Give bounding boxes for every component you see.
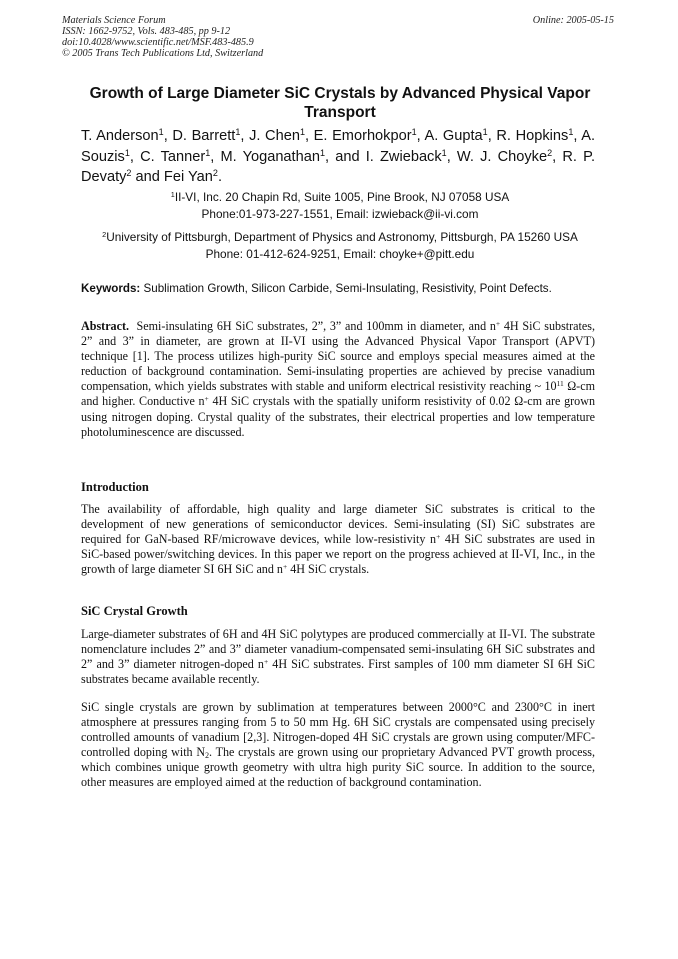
author: and Fei Yan xyxy=(135,169,213,185)
affiliation-1 xyxy=(70,189,610,223)
affiliation-contact: Phone:01-973-227-1551, Email: izwieback@ii-vi.com xyxy=(201,207,479,221)
paragraph-text: . The crystals are grown using our proprietary Advanced PVT growth process, which combines unique growth geometry with ultra high purity SiC source. In addition to the source, other measures are employed aimed at the reduction of background contamination. xyxy=(81,745,595,790)
online-date: Online: 2005-05-15 xyxy=(532,15,614,26)
author-affil-mark: 1 xyxy=(441,147,447,158)
abstract-text: 4H SiC crystals with the spatially uniform resistivity of 0.02 Ω-cm are grown using nitrogen doping. Crystal quality of the substrates, their electrical properties and low temperature photoluminescence are discussed. xyxy=(81,394,595,439)
abstract-text: 4H SiC substrates, 2” and 3” in diameter, are grown at II-VI using the Advanced Physical Vapor Transport (APVT) technique [1]. The process utilizes high-purity SiC source and employs special measures aimed at the reduction of background contamination. Semi-insulating properties are achieved by precise vanadium compensation, which yields substrates with stable and uniform electrical resistivity reaching ~ 10 xyxy=(81,319,596,394)
superscript: + xyxy=(263,657,269,667)
author: C. Tanner xyxy=(140,148,206,165)
paragraph-text: 4H SiC crystals. xyxy=(287,562,370,577)
abstract-text: Semi-insulating 6H SiC substrates, 2”, 3” and 100mm in diameter, and n xyxy=(136,319,496,333)
author: W. J. Choyke xyxy=(456,148,548,165)
superscript: + xyxy=(282,562,288,572)
author: T. Anderson xyxy=(81,128,159,144)
author-affil-mark: 1 xyxy=(235,127,241,138)
paragraph-text: The availability of affordable, high quality and large diameter SiC substrates is critical to the development of new generations of semiconductor devices. Semi-insulating (SI) SiC substrates are required for GaN-based RF/microwave devices, while low-resistivity n xyxy=(81,502,595,547)
affiliation-number: 1 xyxy=(170,189,175,199)
superscript: + xyxy=(436,532,441,542)
author: J. Chen xyxy=(249,128,300,144)
affiliation-2 xyxy=(70,229,610,263)
author: R. P. Devaty xyxy=(81,148,596,185)
author: R. Hopkins xyxy=(496,128,569,144)
paragraph-text: 4H SiC substrates. First samples of 100 mm diameter SI 6H SiC substrates became available recently. xyxy=(81,657,595,687)
affiliation-number: 2 xyxy=(102,229,107,239)
author-affil-mark: 1 xyxy=(568,127,574,138)
journal-issn: ISSN: 1662-9752, Vols. 483-485, pp 9-12 xyxy=(62,26,231,37)
paragraph-text: 4H SiC substrates are used in SiC-based power/switching devices. In this paper we report on the progress achieved at II-VI, Inc., in the growth of large diameter SI 6H SiC and n xyxy=(81,532,595,577)
author: and I. Zwieback xyxy=(335,148,442,165)
crystal-growth-paragraph-2 xyxy=(81,700,595,791)
author-affil-mark: 1 xyxy=(411,127,417,138)
author-affil-mark: 2 xyxy=(547,147,553,158)
keywords xyxy=(81,281,601,296)
author: A. Gupta xyxy=(424,128,483,144)
section-heading-crystal-growth: SiC Crystal Growth xyxy=(81,604,188,618)
introduction-paragraph xyxy=(81,502,595,577)
author-affil-mark: 1 xyxy=(124,147,130,158)
superscript: + xyxy=(204,394,209,404)
superscript: 11 xyxy=(556,379,564,389)
paragraph-text: Large-diameter substrates of 6H and 4H SiC polytypes are produced commercially at II-VI. The substrate nomenclature includes 2” and 3” diameter vanadium-compensated semi-insulating 6H SiC substrates and 2” and 3” diameter nitrogen-doped n xyxy=(81,627,595,672)
abstract-label: Abstract. xyxy=(81,319,130,333)
affiliation-address: II-VI, Inc. 20 Chapin Rd, Suite 1005, Pine Brook, NJ 07058 USA xyxy=(174,190,510,204)
keywords-text: Sublimation Growth, Silicon Carbide, Semi-Insulating, Resistivity, Point Defects. xyxy=(143,282,552,295)
journal-name: Materials Science Forum xyxy=(62,15,166,26)
author: E. Emorhokpor xyxy=(313,128,412,144)
abstract xyxy=(81,319,595,440)
author-affil-mark: 1 xyxy=(299,127,305,138)
author: A. Souzis xyxy=(81,128,596,165)
journal-doi: doi:10.4028/www.scientific.net/MSF.483-485.9 xyxy=(62,37,254,48)
author-affil-mark: 1 xyxy=(205,147,211,158)
author-affil-mark: 1 xyxy=(319,147,326,158)
author-list: T. Anderson$^1$, D. Barrett$^1$, J. Chen$^1$, E. Emorhokpor$^1$, A. Gupta$^1$, R. Hopkins$^1$, A. Souzis$^1$, C. Tanner$^1$, M. Yoganathan$^1$, and I. Zwieback$^1$, W. J. Choyke$^2$, R. P. Devaty$^2$ and Fei Yan$^2$. xyxy=(81,127,596,185)
author-affil-mark: 2 xyxy=(212,168,218,179)
superscript: + xyxy=(495,318,501,328)
author-affil-mark: 1 xyxy=(158,127,164,138)
keywords-label: Keywords: xyxy=(81,282,141,295)
affiliation-contact: Phone: 01-412-624-9251, Email: choyke+@pitt.edu xyxy=(205,247,475,261)
subscript: 2 xyxy=(205,751,210,761)
section-heading-introduction: Introduction xyxy=(81,480,149,494)
journal-header xyxy=(62,15,263,59)
author-affil-mark: 1 xyxy=(482,127,488,138)
affiliation-address: University of Pittsburgh, Department of Physics and Astronomy, Pittsburgh, PA 15260 USA xyxy=(106,230,578,244)
crystal-growth-paragraph-1 xyxy=(81,627,595,687)
author: M. Yoganathan xyxy=(220,148,320,165)
paper-title: Growth of Large Diameter SiC Crystals by Advanced Physical Vapor Transport xyxy=(89,85,591,121)
author: D. Barrett xyxy=(172,128,236,144)
author-affil-mark: 2 xyxy=(126,168,132,179)
paragraph-text: SiC single crystals are grown by sublimation at temperatures between 2000°C and 2300°C in inert atmosphere at pressures ranging from 5 to 50 mm Hg. 6H SiC crystals are compensated using precisely controlled amounts of vanadium [2,3]. Nitrogen-doped 4H SiC crystals are grown using computer/MFC-controlled doping with N xyxy=(81,700,595,760)
abstract-text: Ω-cm and higher. Conductive n xyxy=(81,379,595,409)
journal-copyright: © 2005 Trans Tech Publications Ltd, Switzerland xyxy=(62,48,264,59)
